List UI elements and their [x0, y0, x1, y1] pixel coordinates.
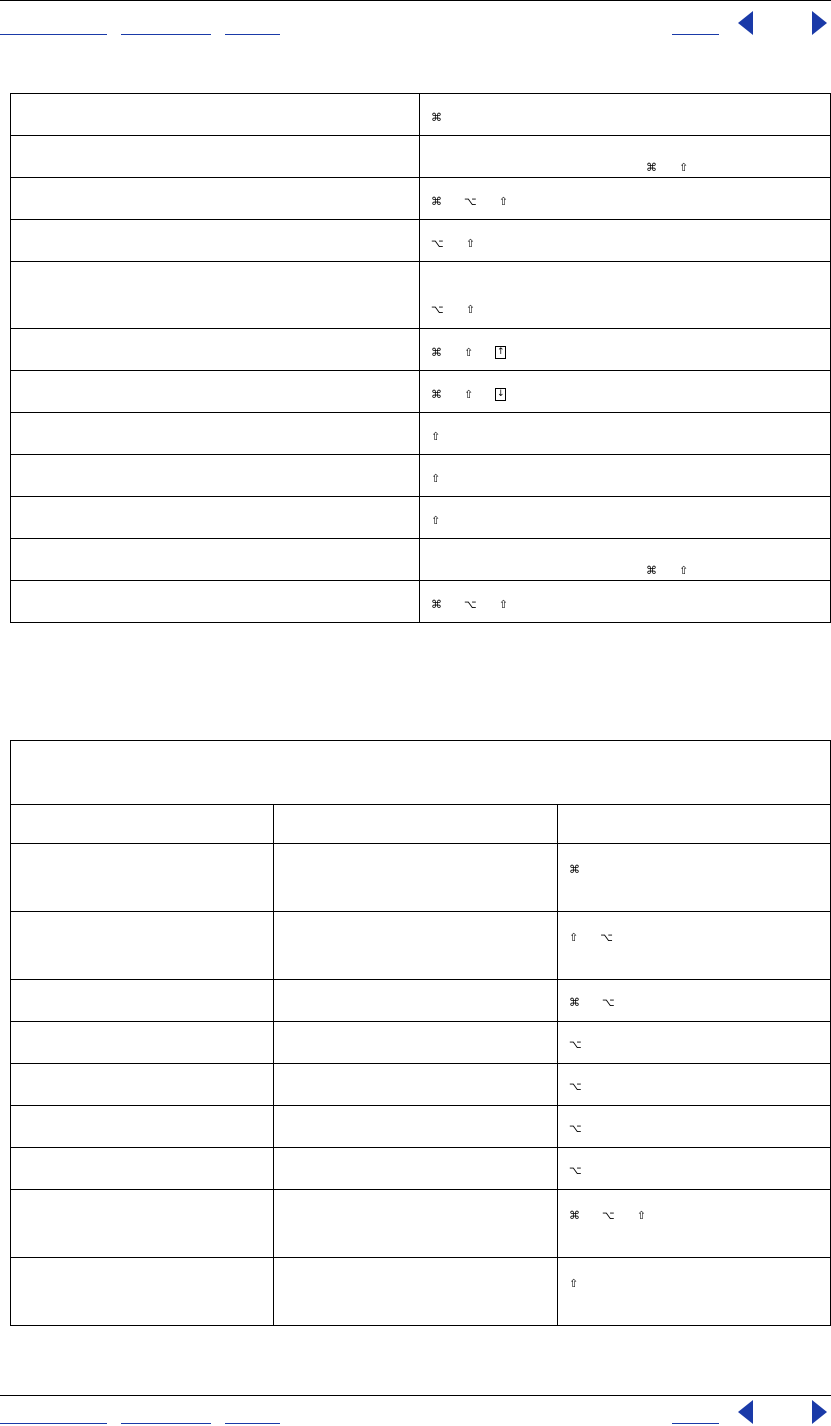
nav-link-2[interactable]	[121, 1404, 211, 1424]
table-row	[11, 539, 831, 581]
option-key-icon: ⌥	[569, 1080, 582, 1093]
shortcut-keys-cell	[558, 1106, 831, 1148]
nav-link-3[interactable]	[225, 15, 280, 35]
option-key-icon: ⌥	[602, 996, 615, 1009]
nav-link-1[interactable]	[0, 1404, 107, 1424]
table-row	[11, 1106, 831, 1148]
shortcut-keys-cell	[420, 262, 831, 329]
option-key-icon: ⌥	[569, 1164, 582, 1177]
result-cell	[11, 497, 420, 539]
top-rule	[0, 0, 831, 1]
tool-cell	[11, 844, 274, 912]
shortcut-keys-cell	[558, 1022, 831, 1064]
tool-cell	[11, 1258, 274, 1326]
top-nav	[0, 15, 831, 35]
previous-page-icon[interactable]	[738, 11, 753, 35]
result-cell	[11, 413, 420, 455]
command-key-icon: ⌘	[646, 161, 657, 174]
table-row	[11, 980, 831, 1022]
result-cell	[11, 136, 420, 178]
tool-cell	[11, 980, 274, 1022]
table-row	[11, 1064, 831, 1106]
shortcut-keys-cell	[420, 455, 831, 497]
tool-cell	[11, 1148, 274, 1190]
option-key-icon: ⌥	[569, 1038, 582, 1051]
table-row	[11, 136, 831, 178]
shortcut-table-1	[10, 93, 831, 623]
result-cell	[274, 912, 558, 980]
option-key-icon: ⌥	[602, 1209, 615, 1222]
shift-key-icon: ⇧	[431, 514, 441, 527]
result-cell	[11, 220, 420, 262]
result-cell	[274, 1106, 558, 1148]
table-row	[11, 912, 831, 980]
shortcut-keys-cell	[558, 912, 831, 980]
table-caption	[11, 741, 831, 805]
command-key-icon: ⌘	[569, 1209, 580, 1222]
shortcut-keys-cell	[420, 136, 831, 178]
shortcut-keys-cell	[420, 539, 831, 581]
tool-cell	[11, 1106, 274, 1148]
shortcut-keys-cell	[558, 1064, 831, 1106]
shortcut-keys-cell	[420, 220, 831, 262]
table-row	[11, 844, 831, 912]
shift-key-icon: ⇧	[679, 564, 689, 577]
tool-cell	[11, 1190, 274, 1258]
shortcut-keys-cell	[420, 497, 831, 539]
result-cell	[274, 980, 558, 1022]
result-cell	[11, 178, 420, 220]
table-row	[11, 1148, 831, 1190]
shift-key-icon: ⇧	[569, 931, 579, 944]
option-key-icon: ⌥	[569, 1122, 582, 1135]
option-key-icon: ⌥	[464, 195, 477, 208]
shortcut-keys-cell	[420, 581, 831, 623]
nav-link-3[interactable]	[225, 1404, 280, 1424]
next-page-icon[interactable]	[812, 1400, 827, 1424]
shift-key-icon: ⇧	[431, 472, 441, 485]
table-row	[11, 220, 831, 262]
shift-key-icon: ⇧	[498, 195, 508, 208]
result-cell	[11, 262, 420, 329]
command-key-icon: ⌘	[646, 564, 657, 577]
table-row	[11, 413, 831, 455]
shift-key-icon: ⇧	[464, 346, 474, 359]
shortcut-keys-cell	[420, 371, 831, 413]
shortcut-keys-cell	[420, 94, 831, 136]
command-key-icon: ⌘	[431, 111, 442, 124]
table-row	[11, 262, 831, 329]
option-key-icon: ⌥	[464, 598, 477, 611]
shift-key-icon: ⇧	[636, 1209, 646, 1222]
command-key-icon: ⌘	[431, 195, 442, 208]
column-header	[274, 805, 558, 844]
tool-cell	[11, 1022, 274, 1064]
command-key-icon: ⌘	[569, 863, 580, 876]
nav-link-4[interactable]	[672, 1404, 719, 1424]
table-row	[11, 94, 831, 136]
shortcut-keys-cell	[420, 178, 831, 220]
result-cell	[11, 94, 420, 136]
result-cell	[274, 1258, 558, 1326]
table-row	[11, 329, 831, 371]
shortcut-keys-cell	[420, 329, 831, 371]
tool-cell	[11, 912, 274, 980]
command-key-icon: ⌘	[431, 388, 442, 401]
table-row	[11, 581, 831, 623]
shift-key-icon: ⇧	[569, 1277, 579, 1290]
result-cell	[274, 844, 558, 912]
table-row	[11, 1258, 831, 1326]
result-cell	[274, 1022, 558, 1064]
result-cell	[274, 1148, 558, 1190]
column-header	[558, 805, 831, 844]
table-row	[11, 1022, 831, 1064]
shortcut-keys-cell	[558, 980, 831, 1022]
result-cell	[274, 1064, 558, 1106]
table-row	[11, 455, 831, 497]
command-key-icon: ⌘	[431, 346, 442, 359]
column-header	[11, 805, 274, 844]
nav-link-1[interactable]	[0, 15, 107, 35]
option-key-icon: ⌥	[600, 931, 613, 944]
result-cell	[11, 539, 420, 581]
option-key-icon: ⌥	[431, 303, 444, 316]
result-cell	[11, 455, 420, 497]
shift-key-icon: ⇧	[465, 303, 475, 316]
nav-link-4[interactable]	[672, 15, 719, 35]
previous-page-icon[interactable]	[738, 1400, 753, 1424]
shortcut-keys-cell	[558, 1258, 831, 1326]
shift-key-icon: ⇧	[679, 161, 689, 174]
shift-key-icon: ⇧	[464, 388, 474, 401]
table-row	[11, 1190, 831, 1258]
table-row	[11, 497, 831, 539]
next-page-icon[interactable]	[812, 11, 827, 35]
bottom-nav	[0, 1404, 831, 1424]
shortcut-keys-cell	[420, 413, 831, 455]
page-up-key-icon: ↑	[496, 347, 505, 358]
shortcut-table-2	[10, 740, 831, 1326]
result-cell	[11, 329, 420, 371]
command-key-icon: ⌘	[569, 996, 580, 1009]
result-cell	[11, 581, 420, 623]
result-cell	[274, 1190, 558, 1258]
shift-key-icon: ⇧	[431, 430, 441, 443]
command-key-icon: ⌘	[431, 598, 442, 611]
shortcut-keys-cell	[558, 844, 831, 912]
table-header-row	[11, 805, 831, 844]
result-cell	[11, 371, 420, 413]
option-key-icon: ⌥	[431, 237, 444, 250]
shortcut-keys-cell	[558, 1190, 831, 1258]
shift-key-icon: ⇧	[498, 598, 508, 611]
tool-cell	[11, 1064, 274, 1106]
nav-link-2[interactable]	[121, 15, 211, 35]
shortcut-keys-cell	[558, 1148, 831, 1190]
page-down-key-icon: ↓	[496, 389, 505, 400]
table-row	[11, 371, 831, 413]
table-row	[11, 178, 831, 220]
bottom-rule	[0, 1395, 831, 1396]
shift-key-icon: ⇧	[465, 237, 475, 250]
table-caption-row	[11, 741, 831, 805]
